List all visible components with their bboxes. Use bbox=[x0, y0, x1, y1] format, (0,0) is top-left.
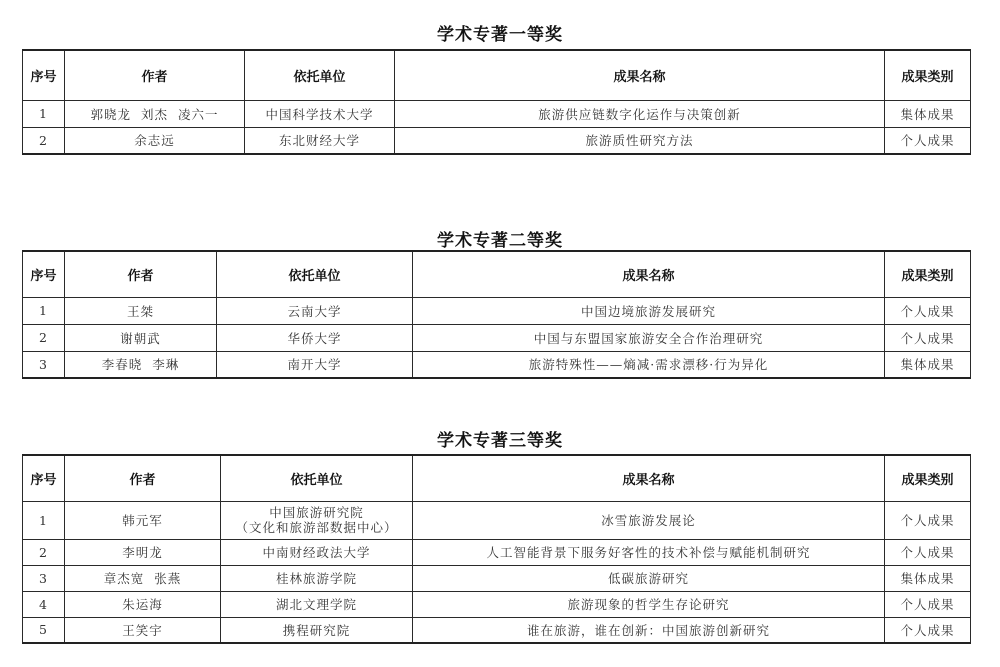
cell-type: 集体成果 bbox=[885, 351, 971, 378]
cell-author: 韩元军 bbox=[65, 501, 221, 539]
header-name: 成果名称 bbox=[413, 455, 885, 501]
cell-no: 2 bbox=[23, 539, 65, 565]
cell-type: 集体成果 bbox=[885, 565, 971, 591]
cell-type: 个人成果 bbox=[885, 591, 971, 617]
table-row bbox=[23, 100, 971, 127]
cell-type: 个人成果 bbox=[885, 539, 971, 565]
table-row bbox=[23, 297, 971, 324]
header-author: 作者 bbox=[65, 251, 217, 297]
cell-name: 低碳旅游研究 bbox=[413, 565, 885, 591]
table-row bbox=[23, 565, 971, 591]
header-unit: 依托单位 bbox=[221, 455, 413, 501]
header-type: 成果类别 bbox=[885, 251, 971, 297]
cell-author: 李明龙 bbox=[65, 539, 221, 565]
cell-author: 李春晓 李琳 bbox=[65, 351, 217, 378]
cell-unit: 南开大学 bbox=[217, 351, 413, 378]
cell-no: 3 bbox=[23, 351, 65, 378]
cell-type: 个人成果 bbox=[885, 324, 971, 351]
header-type: 成果类别 bbox=[885, 455, 971, 501]
section-title-third-prize: 学术专著三等奖 bbox=[437, 431, 563, 451]
cell-author: 郭晓龙 刘杰 凌六一 bbox=[65, 100, 245, 127]
cell-name: 中国与东盟国家旅游安全合作治理研究 bbox=[413, 324, 885, 351]
cell-type: 个人成果 bbox=[885, 617, 971, 643]
cell-no: 1 bbox=[23, 100, 65, 127]
cell-no: 3 bbox=[23, 565, 65, 591]
table-row bbox=[23, 351, 971, 378]
table-row bbox=[23, 127, 971, 154]
cell-unit bbox=[221, 501, 413, 539]
header-no: 序号 bbox=[23, 455, 65, 501]
cell-no: 1 bbox=[23, 297, 65, 324]
cell-name: 冰雪旅游发展论 bbox=[413, 501, 885, 539]
cell-no: 2 bbox=[23, 324, 65, 351]
cell-name: 旅游质性研究方法 bbox=[395, 127, 885, 154]
cell-no: 4 bbox=[23, 591, 65, 617]
header-name: 成果名称 bbox=[395, 50, 885, 100]
table-row bbox=[23, 539, 971, 565]
second-prize-table bbox=[22, 250, 971, 379]
cell-unit: 湖北文理学院 bbox=[221, 591, 413, 617]
cell-author: 王笑宇 bbox=[65, 617, 221, 643]
cell-author: 余志远 bbox=[65, 127, 245, 154]
table-row bbox=[23, 501, 971, 539]
table-row bbox=[23, 591, 971, 617]
cell-name: 中国边境旅游发展研究 bbox=[413, 297, 885, 324]
cell-unit-line2: （文化和旅游部数据中心） bbox=[235, 520, 398, 535]
header-unit: 依托单位 bbox=[245, 50, 395, 100]
cell-unit: 云南大学 bbox=[217, 297, 413, 324]
cell-author: 谢朝武 bbox=[65, 324, 217, 351]
table-header-row bbox=[23, 50, 971, 100]
header-unit: 依托单位 bbox=[217, 251, 413, 297]
cell-unit: 中国科学技术大学 bbox=[245, 100, 395, 127]
first-prize-table bbox=[22, 49, 971, 155]
cell-type: 个人成果 bbox=[885, 501, 971, 539]
third-prize-table bbox=[22, 454, 971, 644]
cell-name: 旅游供应链数字化运作与决策创新 bbox=[395, 100, 885, 127]
cell-name: 谁在旅游，谁在创新：中国旅游创新研究 bbox=[413, 617, 885, 643]
cell-unit: 桂林旅游学院 bbox=[221, 565, 413, 591]
cell-author: 王桀 bbox=[65, 297, 217, 324]
section-title-first-prize: 学术专著一等奖 bbox=[437, 25, 563, 45]
cell-unit: 携程研究院 bbox=[221, 617, 413, 643]
table-header-row bbox=[23, 251, 971, 297]
cell-no: 5 bbox=[23, 617, 65, 643]
cell-name: 旅游特殊性——熵减·需求漂移·行为异化 bbox=[413, 351, 885, 378]
table-row bbox=[23, 617, 971, 643]
table-header-row bbox=[23, 455, 971, 501]
cell-type: 个人成果 bbox=[885, 297, 971, 324]
cell-unit-line1: 中国旅游研究院 bbox=[269, 505, 364, 520]
header-author: 作者 bbox=[65, 455, 221, 501]
header-name: 成果名称 bbox=[413, 251, 885, 297]
table-row bbox=[23, 324, 971, 351]
cell-no: 2 bbox=[23, 127, 65, 154]
cell-name: 人工智能背景下服务好客性的技术补偿与赋能机制研究 bbox=[413, 539, 885, 565]
cell-unit: 东北财经大学 bbox=[245, 127, 395, 154]
cell-name: 旅游现象的哲学生存论研究 bbox=[413, 591, 885, 617]
cell-unit: 中南财经政法大学 bbox=[221, 539, 413, 565]
header-no: 序号 bbox=[23, 50, 65, 100]
cell-type: 个人成果 bbox=[885, 127, 971, 154]
header-no: 序号 bbox=[23, 251, 65, 297]
cell-type: 集体成果 bbox=[885, 100, 971, 127]
header-author: 作者 bbox=[65, 50, 245, 100]
cell-author: 朱运海 bbox=[65, 591, 221, 617]
cell-author: 章杰宽 张燕 bbox=[65, 565, 221, 591]
cell-no: 1 bbox=[23, 501, 65, 539]
section-title-second-prize: 学术专著二等奖 bbox=[437, 231, 563, 251]
cell-unit: 华侨大学 bbox=[217, 324, 413, 351]
header-type: 成果类别 bbox=[885, 50, 971, 100]
